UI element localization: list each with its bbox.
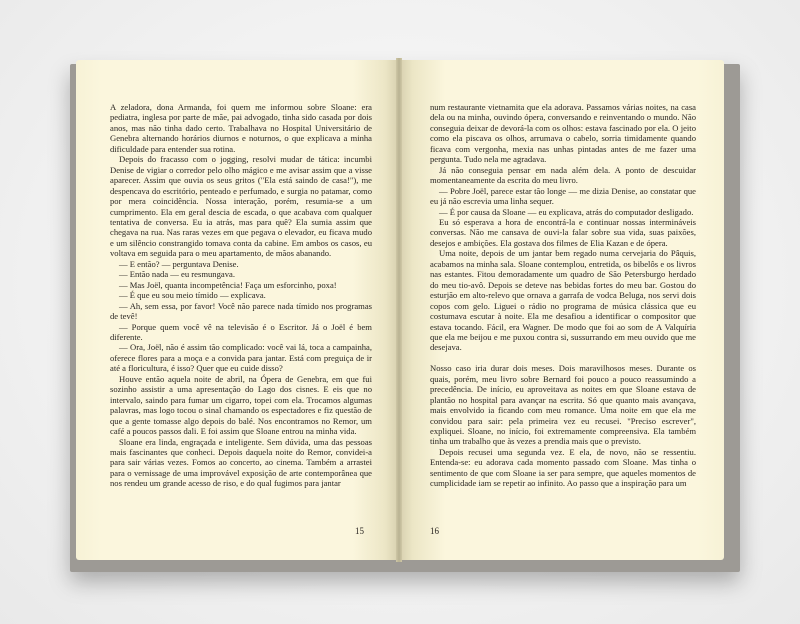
right-page: [400, 60, 724, 560]
book-gutter: [396, 58, 402, 562]
paragraph: Depois do fracasso com o jogging, resolvi mudar de tática: incumbi Denise de vigiar o corredor pelo olho mágico e me avisar assim que a visse aparecer. Assim que ouvia os seus gritos ("Ela está saindo de casa!"), me despencava do escritório, penteado e perfumado, e surgia no patamar, como por mera coincidência. Nossa interação, porém, resumia-se a um cumprimento. Ela em geral descia de escada, o que acabava com qualquer tentativa de conversa. Eu ia atrás, mas para quê? Ela sumia assim que chegava na rua. Nas raras vezes em que pegava o elevador, eu ficava mudo e um silêncio constrangido tomava conta da cabine. Em ambos os casos, eu voltava em seguida para o meu apartamento, de mãos abanando.: [110, 154, 372, 259]
dialogue-line: — Ah, sem essa, por favor! Você não parece nada tímido nos programas de tevê!: [110, 300, 372, 322]
dialogue-line: — E então? — perguntava Denise.: [119, 258, 239, 269]
paragraph: Uma noite, depois de um jantar bem regado numa cervejaria do Pâquis, acabamos na minha sala. Sloane contemplou, entretida, os bibelôs e os livros nas estantes. Fitou demoradamente um quadro de São Petersburgo herdado do meu tio-avô. Depois se deteve nas bebidas fortes do meu bar. Gostou do esturjão em alto-relevo que ornava a garrafa de vodca Beluga, nos servi dois copos com gelo. Liguei o rádio no programa de música clássica que eu costumava escutar à noite. Ela me desafiou a identificar o compositor que estava tocando. Fácil, era Wagner. De modo que foi ao som de A Valquíria que ela me beijou e me puxou contra si, sussurrando em meu ouvido que me desejava.: [430, 248, 696, 353]
paragraph: Depois recusei uma segunda vez. E ela, de novo, não se ressentiu. Entenda-se: eu adorava cada momento passado com Sloane. Mas tinha o sentimento de que com Sloane ia ser para sempre, que aqueles momentos de cumplicidade iam se repetir ao infinito. Ao passo que a inspiração para um: [430, 446, 696, 489]
paragraph: Nosso caso iria durar dois meses. Dois maravilhosos meses. Durante os quais, porém, meu livro sobre Bernard foi pouco a pouco reassumindo a precedência. De início, eu aproveitava as noites em que Sloane estava de plantão no hospital para avançar na escrita. Só que quanto mais avançava, mais envolvido ia ficando com meu romance. Uma noite em que ela me convidou para sair: pela primeira vez eu recusei. "Preciso escrever", expliquei. Sloane, no início, foi extremamente compreensiva. Ela também tinha um trabalho que às vezes a prendia mais que o previsto.: [430, 363, 696, 447]
paragraph: Já não conseguia pensar em nada além dela. A ponto de descuidar momentaneamente da escrita do meu livro.: [430, 164, 696, 186]
left-page-text: [110, 102, 372, 489]
paragraph: Houve então aquela noite de abril, na Ópera de Genebra, em que fui sozinho assistir a uma apresentação do Lago dos cisnes. E eis que no intervalo, saindo para fumar um cigarro, topei com ela. Trocamos algumas palavras, mas logo tocou o sinal chamando os espectadores e fiz questão de que a gente tomasse algo depois do balé. Nos encontramos no Remor, um café a poucos passos dali. E foi assim que Sloane entrou na minha vida.: [110, 373, 372, 437]
page-number: 15: [355, 526, 364, 536]
dialogue-line: — Pobre Joël, parece estar tão longe — me dizia Denise, ao constatar que eu já não escrevia uma linha sequer.: [430, 185, 696, 207]
left-page: [76, 60, 398, 560]
page-number: 16: [430, 526, 439, 536]
paragraph: Sloane era linda, engraçada e inteligente. Sem dúvida, uma das pessoas mais fascinantes que conheci. Depois daquela noite do Remor, convidei-a para sair várias vezes. Fomos ao concerto, ao cinema. Também a arrastei para o vernissage de uma improvável exposição de arte contemporânea que nos rendeu um grande acesso de riso, e do qual fugimos para jantar: [110, 436, 372, 489]
paragraph: num restaurante vietnamita que ela adorava. Passamos várias noites, na casa dela ou na minha, ouvindo ópera, conversando e reinventando o mundo. Não conseguia deixar de devorá-la com os olhos: estava fascinado por ela. O jeito como ela piscava os olhos, arrumava o cabelo, sorria timidamente quando ficava com vergonha, mexia nas unhas pintadas antes de me fazer uma pergunta. Tudo nela me agradava.: [430, 102, 696, 165]
dialogue-line: — Então nada — eu resmungava.: [119, 269, 235, 280]
dialogue-line: — É que eu sou meio tímido — explicava.: [119, 290, 266, 301]
dialogue-line: — É por causa da Sloane — eu explicava, atrás do computador desligado.: [439, 206, 694, 217]
dialogue-line: — Porque quem você vê na televisão é o Escritor. Já o Joël é bem diferente.: [110, 321, 372, 342]
paragraph: A zeladora, dona Armanda, foi quem me informou sobre Sloane: era pediatra, inglesa por parte de mãe, pai advogado, tinha sido casada por dois anos, mas não tinha dado certo. Trabalhava no Hospital Universitário de Genebra alternando horários diurnos e noturnos, o que explicava a minha dificuldade para entender sua rotina.: [110, 102, 372, 154]
right-page-text: [430, 102, 696, 489]
paragraph: Eu só esperava a hora de encontrá-la e continuar nossas intermináveis conversas. Não me cansava de ouvi-la falar sobre sua vida, suas paixões, desejos e ambições. Ela gostava dos filmes de Elia Kazan e de ópera.: [430, 216, 696, 248]
dialogue-line: — Mas Joël, quanta incompetência! Faça um esforcinho, poxa!: [119, 279, 337, 290]
dialogue-line: — Ora, Joël, não é assim tão complicado: você vai lá, toca a campainha, oferece flores para a moça e a convida para jantar. Está com preguiça de ir até a floricultura, é isso? Quer que eu cuide disso?: [110, 342, 372, 374]
